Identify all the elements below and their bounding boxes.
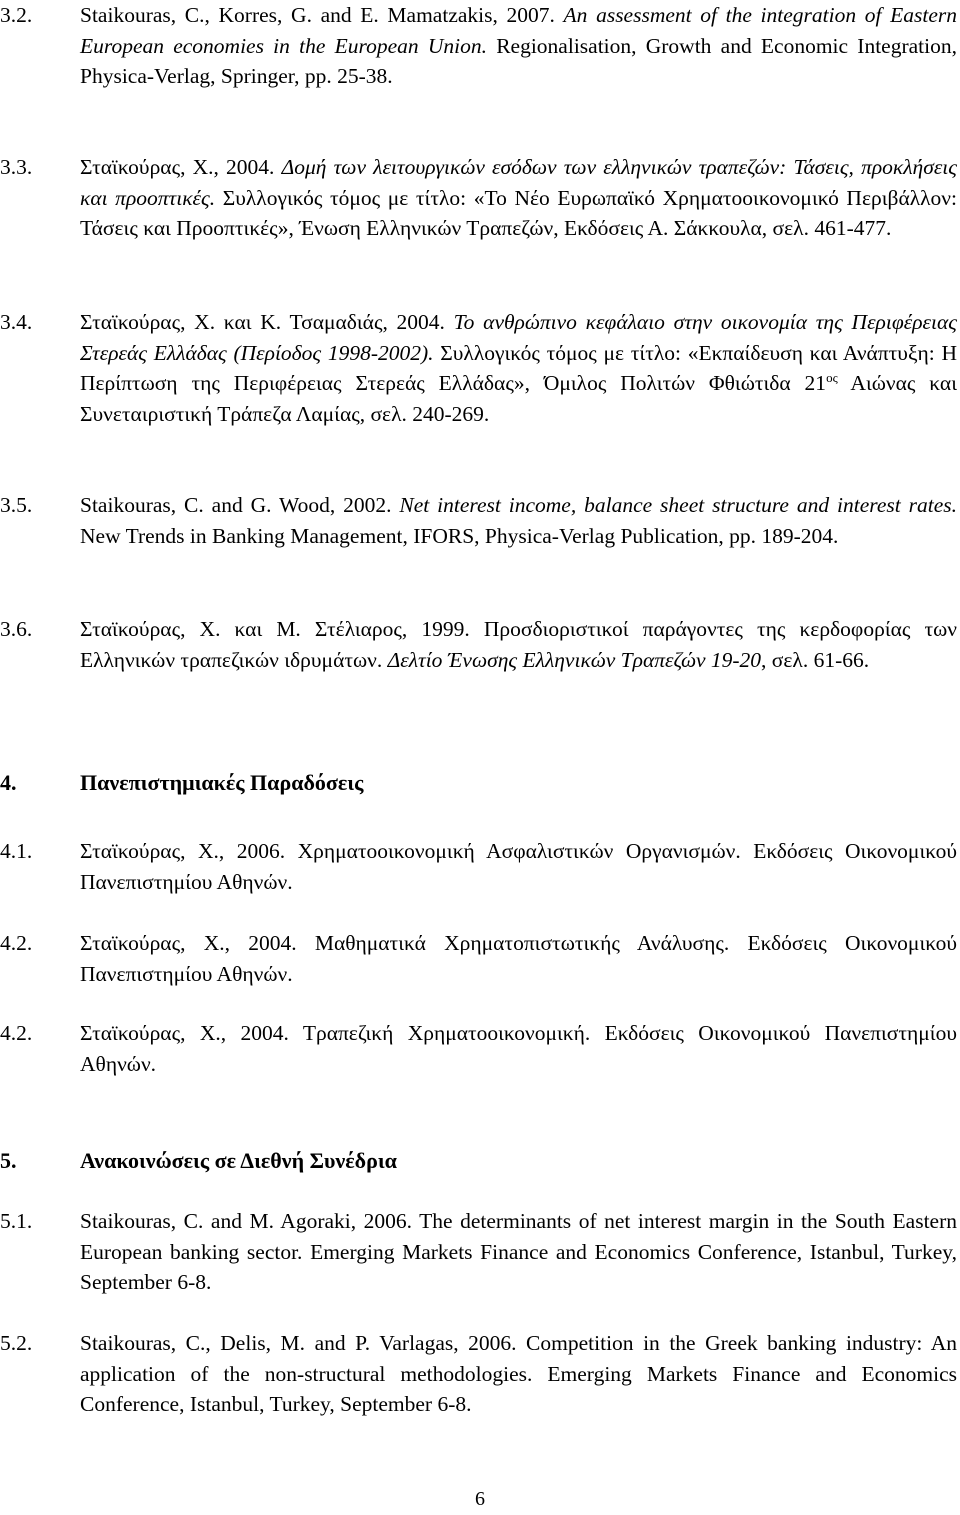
reference-authors: Σταϊκούρας, Χ. και Κ. Τσαμαδιάς, 2004.: [80, 310, 454, 334]
item-text: Staikouras, C. and M. Agoraki, 2006. The determinants of net interest margin in the South Eastern European banking sector. Emerging Markets Finance and Economics Conference, Istanbul, Turkey, September 6-8.: [80, 1209, 957, 1294]
reference-authors: Staikouras, C., Korres, G. and E. Mamatzakis, 2007.: [80, 3, 564, 27]
section-number: 4.: [0, 770, 17, 795]
reference-text: [80, 152, 957, 244]
item-number: 4.1.: [0, 839, 33, 863]
item-number: 5.1.: [0, 1209, 33, 1233]
reference-pages: , σελ. 61-66.: [761, 647, 870, 672]
conference-item: [0, 1328, 960, 1420]
reference-number: 3.5.: [0, 493, 33, 517]
item-number: 4.2.: [0, 1021, 33, 1045]
reference-3-3: [0, 152, 960, 244]
lecture-notes-item: [0, 928, 960, 989]
reference-text: [80, 0, 957, 92]
reference-text: [80, 307, 957, 429]
item-text: Σταϊκούρας, Χ., 2004. Μαθηματικά Χρηματοπιστωτικής Ανάλυσης. Εκδόσεις Οικονομικού Πανεπιστημίου Αθηνών.: [80, 931, 957, 986]
reference-number: 3.2.: [0, 3, 33, 27]
reference-source: Συλλογικός τόμος με τίτλο: «Το Νέο Ευρωπαϊκό Χρηματοοικονομικό Περιβάλλον: Τάσεις και Προοπτικές», Ένωση Ελληνικών Τραπεζών, Εκδόσεις Α. Σάκκουλα, σελ. 461-477.: [80, 185, 958, 240]
item-text: Σταϊκούρας, Χ., 2006. Χρηματοοικονομική Ασφαλιστικών Οργανισμών. Εκδόσεις Οικονομικού Πανεπιστημίου Αθηνών.: [80, 839, 957, 894]
superscript-suffix: ος: [826, 369, 838, 385]
section-heading: Πανεπιστημιακές Παραδόσεις: [80, 770, 364, 795]
reference-number: 3.3.: [0, 155, 33, 179]
reference-title: Το ανθρώπινο κεφάλαιο στην οικονομία της Περιφέρειας Στερεάς Ελλάδας (Περίοδος 1998-2002).: [80, 310, 957, 365]
lecture-notes-item: [0, 836, 960, 897]
reference-text: [80, 490, 957, 551]
item-text: Σταϊκούρας, Χ., 2004. Τραπεζική Χρηματοοικονομική. Εκδόσεις Οικονομικού Πανεπιστημίου Αθηνών.: [80, 1021, 957, 1076]
reference-source-cont: Αιώνας και Συνεταιριστική Τράπεζα Λαμίας, σελ. 240-269.: [80, 371, 957, 426]
reference-title: Net interest income, balance sheet structure and interest rates.: [399, 493, 957, 517]
lecture-notes-item: [0, 1018, 960, 1079]
reference-authors: Staikouras, C. and G. Wood, 2002.: [80, 493, 400, 517]
reference-3-2: [0, 0, 960, 92]
reference-3-4: [0, 307, 960, 429]
section-number: 5.: [0, 1148, 17, 1173]
reference-article: Προσδιοριστικοί παράγοντες της κερδοφορίας των Ελληνικών τραπεζικών ιδρυμάτων.: [80, 617, 957, 672]
section-heading: Ανακοινώσεις σε Διεθνή Συνέδρια: [80, 1148, 397, 1173]
reference-number: 3.6.: [0, 617, 33, 641]
reference-title: Δομή των λειτουργικών εσόδων των ελληνικών τραπεζών: Τάσεις, προκλήσεις και προοπτικές.: [80, 155, 957, 210]
reference-title: An assessment of the integration of Eastern European economies in the European Union.: [80, 3, 957, 58]
item-number: 5.2.: [0, 1331, 33, 1355]
reference-source: New Trends in Banking Management, IFORS, Physica-Verlag Publication, pp. 189-204.: [80, 523, 839, 548]
page-number: 6: [475, 1488, 485, 1510]
reference-authors: Σταϊκούρας, Χ., 2004.: [80, 155, 282, 179]
reference-3-5: [0, 490, 960, 551]
reference-source: Συλλογικός τόμος με τίτλο: «Εκπαίδευση και Ανάπτυξη: Η Περίπτωση της Περιφέρειας Στερεάς Ελλάδας», Όμιλος Πολιτών Φθιώτιδα 21: [80, 340, 957, 395]
item-number: 4.2.: [0, 931, 33, 955]
reference-source: Regionalisation, Growth and Economic Integration, Physica-Verlag, Springer, pp. 25-38.: [80, 33, 957, 88]
reference-journal: Δελτίο Ένωσης Ελληνικών Τραπεζών 19-20: [387, 647, 762, 672]
reference-authors: Σταϊκούρας, Χ. και Μ. Στέλιαρος, 1999.: [80, 617, 484, 641]
reference-text: [80, 614, 957, 675]
reference-number: 3.4.: [0, 310, 33, 334]
reference-3-6: [0, 614, 960, 675]
item-text: Staikouras, C., Delis, M. and P. Varlagas, 2006. Competition in the Greek banking industry: An application of the non-structural methodologies. Emerging Markets Finance and Economics Conference, Istanbul, Turkey, September 6-8.: [80, 1331, 957, 1416]
conference-item: [0, 1206, 960, 1298]
